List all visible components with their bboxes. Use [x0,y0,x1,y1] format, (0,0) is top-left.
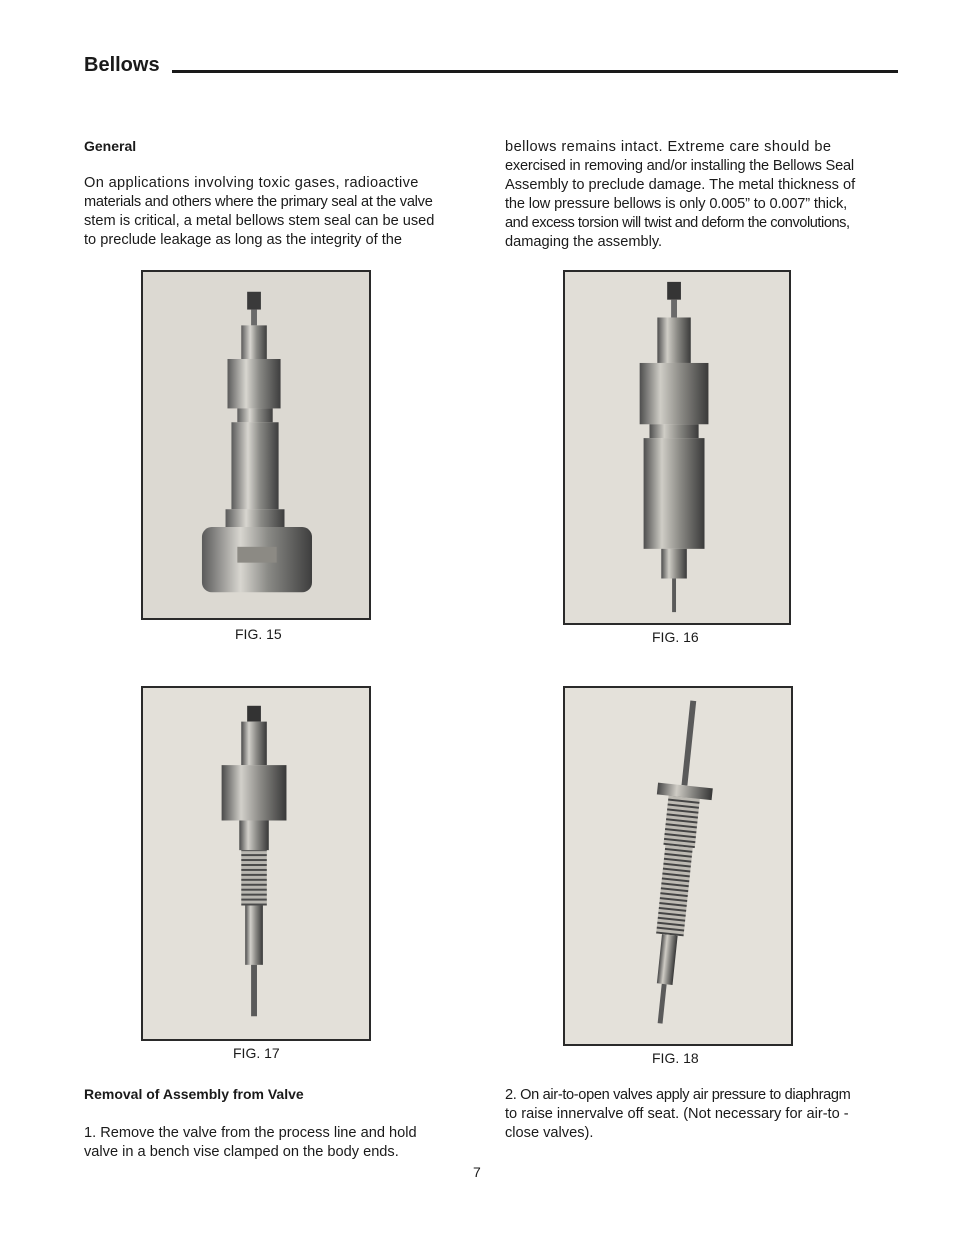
paragraph-line: Assembly to preclude damage. The metal thickness of [505,177,856,193]
fig15-photo [141,270,371,620]
paragraph-line: the low pressure bellows is only 0.005” to 0.007” thick, [505,196,848,212]
paragraph-line: 2. On air-to-open valves apply air pressure to diaphragm [505,1087,851,1103]
removal-heading: Removal of Assembly from Valve [84,1086,304,1102]
fig17-photo [141,686,371,1041]
bellows-care-paragraph [505,138,855,252]
section-title: Bellows [84,54,160,76]
step1-paragraph [84,1124,417,1162]
fig15-caption: FIG. 15 [235,626,282,642]
step2-paragraph [505,1086,850,1143]
paragraph-line: close valves). [505,1125,594,1141]
fig16-photo [563,270,791,625]
paragraph-line: 1. Remove the valve from the process line and hold [84,1125,417,1141]
paragraph-line: stem is critical, a metal bellows stem seal can be used [84,213,435,229]
paragraph-line: to raise innervalve off seat. (Not necessary for air-to - [505,1106,849,1122]
fig17-caption: FIG. 17 [233,1045,280,1061]
fig18-caption: FIG. 18 [652,1050,699,1066]
general-heading: General [84,138,137,154]
fig18-photo [563,686,793,1046]
fig16-caption: FIG. 16 [652,629,699,645]
paragraph-line: and excess torsion will twist and deform the convolutions, [505,215,850,231]
paragraph-line: materials and others where the primary seal at the valve [84,194,433,210]
general-paragraph [84,174,434,250]
paragraph-line: bellows remains intact. Extreme care should be [505,139,832,155]
paragraph-line: exercised in removing and/or installing the Bellows Seal [505,158,854,174]
title-rule [172,70,898,73]
paragraph-line: valve in a bench vise clamped on the body ends. [84,1144,399,1160]
paragraph-line: On applications involving toxic gases, radioactive [84,175,419,191]
paragraph-line: damaging the assembly. [505,234,663,250]
page-number: 7 [473,1164,481,1180]
paragraph-line: to preclude leakage as long as the integrity of the [84,232,403,248]
